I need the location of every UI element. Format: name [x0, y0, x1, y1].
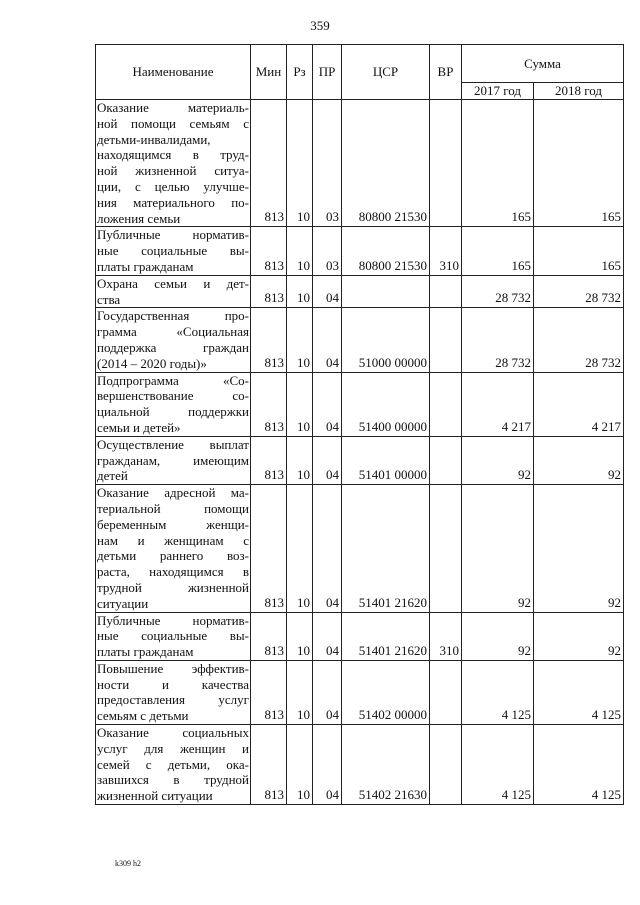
row-min: 813: [251, 725, 287, 805]
row-name-line: (2014 – 2020 годы)»: [97, 355, 207, 371]
row-csr: 80800 21530: [342, 100, 430, 227]
row-name-line: поддержка граждан: [97, 339, 249, 355]
row-vr: [430, 660, 462, 724]
row-pr: 04: [313, 372, 342, 436]
row-csr: 51400 00000: [342, 372, 430, 436]
row-name-line: платы гражданам: [97, 258, 194, 274]
row-name-line: териальной помощи: [97, 500, 249, 516]
row-name-line: ные социальные вы-: [97, 243, 249, 259]
row-csr: 51402 00000: [342, 660, 430, 724]
row-pr: 03: [313, 100, 342, 227]
row-rz: 10: [287, 436, 313, 484]
header-csr: ЦСР: [342, 45, 430, 100]
row-csr: 51000 00000: [342, 308, 430, 372]
header-vr: ВР: [430, 45, 462, 100]
row-vr: [430, 308, 462, 372]
row-name: [96, 660, 251, 724]
row-y2017: 92: [462, 612, 534, 660]
row-name-line: Охрана семьи и дет-: [97, 275, 249, 291]
table-row: [96, 275, 624, 308]
row-y2017: 165: [462, 227, 534, 275]
table-row: [96, 725, 624, 805]
row-y2018: 165: [534, 100, 624, 227]
row-y2018: 28 732: [534, 275, 624, 308]
row-name-line: ности и качества: [97, 676, 249, 692]
table-row: [96, 436, 624, 484]
table-row: [96, 227, 624, 275]
row-y2018: 4 125: [534, 660, 624, 724]
row-pr: 04: [313, 485, 342, 612]
row-name-line: жизненной ситуации: [97, 788, 213, 804]
header-min: Мин: [251, 45, 287, 100]
row-pr: 04: [313, 436, 342, 484]
row-rz: 10: [287, 485, 313, 612]
row-name-line: детьми раннего воз-: [97, 548, 249, 564]
row-min: 813: [251, 308, 287, 372]
row-y2017: 4 125: [462, 725, 534, 805]
row-rz: 10: [287, 308, 313, 372]
row-min: 813: [251, 660, 287, 724]
row-name-line: детей: [97, 468, 128, 484]
row-y2018: 4 125: [534, 725, 624, 805]
row-rz: 10: [287, 660, 313, 724]
row-rz: 10: [287, 100, 313, 227]
table-row: [96, 100, 624, 227]
row-csr: [342, 275, 430, 308]
row-y2018: 92: [534, 612, 624, 660]
row-name-line: платы гражданам: [97, 644, 194, 660]
row-rz: 10: [287, 612, 313, 660]
row-name: [96, 612, 251, 660]
budget-table: [95, 44, 624, 805]
header-year-2017: 2017 год: [462, 83, 534, 100]
row-name-line: ства: [97, 291, 121, 307]
row-name-line: Повышение эффектив-: [97, 660, 249, 676]
row-name-line: ситуации: [97, 595, 149, 611]
row-csr: 51401 21620: [342, 485, 430, 612]
header-name: Наименование: [96, 45, 251, 100]
row-vr: [430, 725, 462, 805]
row-name-line: Государственная про-: [97, 308, 249, 324]
row-y2017: 28 732: [462, 308, 534, 372]
row-vr: [430, 100, 462, 227]
row-rz: 10: [287, 275, 313, 308]
row-name-line: Публичные норматив-: [97, 227, 249, 243]
row-vr: [430, 485, 462, 612]
row-min: 813: [251, 275, 287, 308]
row-name-line: гражданам, имеющим: [97, 452, 249, 468]
page-number: 359: [310, 18, 330, 33]
table-row: [96, 612, 624, 660]
row-name-line: ложения семьи: [97, 210, 181, 226]
row-min: 813: [251, 485, 287, 612]
header-year-2018: 2018 год: [534, 83, 624, 100]
row-name-line: вершенствование со-: [97, 388, 249, 404]
row-name-line: беременным женщи-: [97, 516, 249, 532]
row-name-line: ной жизненной ситуа-: [97, 163, 249, 179]
row-y2017: 92: [462, 436, 534, 484]
header-pr: ПР: [313, 45, 342, 100]
row-name-line: детьми-инвалидами,: [97, 131, 211, 147]
row-csr: 51402 21630: [342, 725, 430, 805]
row-rz: 10: [287, 725, 313, 805]
row-name-line: семьи и детей»: [97, 419, 181, 435]
table-row: [96, 660, 624, 724]
table-row: [96, 372, 624, 436]
row-name-line: семей с детьми, ока-: [97, 756, 249, 772]
row-pr: 04: [313, 660, 342, 724]
row-vr: [430, 436, 462, 484]
row-y2017: 4 125: [462, 660, 534, 724]
row-name-line: Осуществление выплат: [97, 436, 249, 452]
row-vr: 310: [430, 227, 462, 275]
row-csr: 51401 00000: [342, 436, 430, 484]
row-name: [96, 372, 251, 436]
row-name-line: Публичные норматив-: [97, 612, 249, 628]
row-csr: 80800 21530: [342, 227, 430, 275]
row-min: 813: [251, 436, 287, 484]
row-min: 813: [251, 227, 287, 275]
row-name: [96, 485, 251, 612]
row-rz: 10: [287, 227, 313, 275]
row-y2017: 4 217: [462, 372, 534, 436]
row-name-line: ной помощи семьям с: [97, 115, 249, 131]
row-pr: 04: [313, 308, 342, 372]
row-min: 813: [251, 372, 287, 436]
row-pr: 04: [313, 612, 342, 660]
row-y2018: 92: [534, 436, 624, 484]
row-name-line: предоставления услуг: [97, 692, 249, 708]
row-name-line: Оказание социальных: [97, 725, 249, 741]
row-min: 813: [251, 612, 287, 660]
row-y2017: 165: [462, 100, 534, 227]
row-name-line: услуг для женщин и: [97, 740, 249, 756]
row-pr: 03: [313, 227, 342, 275]
row-min: 813: [251, 100, 287, 227]
row-name-line: нам и женщинам с: [97, 532, 249, 548]
row-y2018: 4 217: [534, 372, 624, 436]
row-name-line: раста, находящимся в: [97, 564, 249, 580]
row-name: [96, 100, 251, 227]
row-name-line: грамма «Социальная: [97, 324, 249, 340]
row-name: [96, 436, 251, 484]
table-row: [96, 485, 624, 612]
row-y2018: 92: [534, 485, 624, 612]
row-y2017: 28 732: [462, 275, 534, 308]
row-name-line: циальной поддержки: [97, 404, 249, 420]
table-row: [96, 308, 624, 372]
row-name-line: Оказание материаль-: [97, 100, 249, 115]
row-name: [96, 275, 251, 308]
footer-code: k309 h2: [115, 859, 141, 868]
header-rz: Рз: [287, 45, 313, 100]
row-name-line: Подпрограмма «Со-: [97, 372, 249, 388]
row-pr: 04: [313, 275, 342, 308]
row-vr: [430, 372, 462, 436]
row-name-line: ния материального по-: [97, 194, 249, 210]
row-y2018: 165: [534, 227, 624, 275]
row-vr: 310: [430, 612, 462, 660]
row-pr: 04: [313, 725, 342, 805]
row-name-line: семьям с детьми: [97, 708, 189, 724]
row-vr: [430, 275, 462, 308]
row-rz: 10: [287, 372, 313, 436]
row-csr: 51401 21620: [342, 612, 430, 660]
row-name-line: ные социальные вы-: [97, 628, 249, 644]
row-name-line: завшихся в трудной: [97, 772, 249, 788]
header-sum: Сумма: [462, 45, 624, 83]
row-name: [96, 725, 251, 805]
row-name-line: Оказание адресной ма-: [97, 485, 249, 501]
row-y2018: 28 732: [534, 308, 624, 372]
row-name: [96, 227, 251, 275]
row-name-line: находящимся в труд-: [97, 147, 249, 163]
row-name: [96, 308, 251, 372]
row-name-line: ции, с целью улучше-: [97, 178, 249, 194]
row-y2017: 92: [462, 485, 534, 612]
row-name-line: трудной жизненной: [97, 579, 249, 595]
